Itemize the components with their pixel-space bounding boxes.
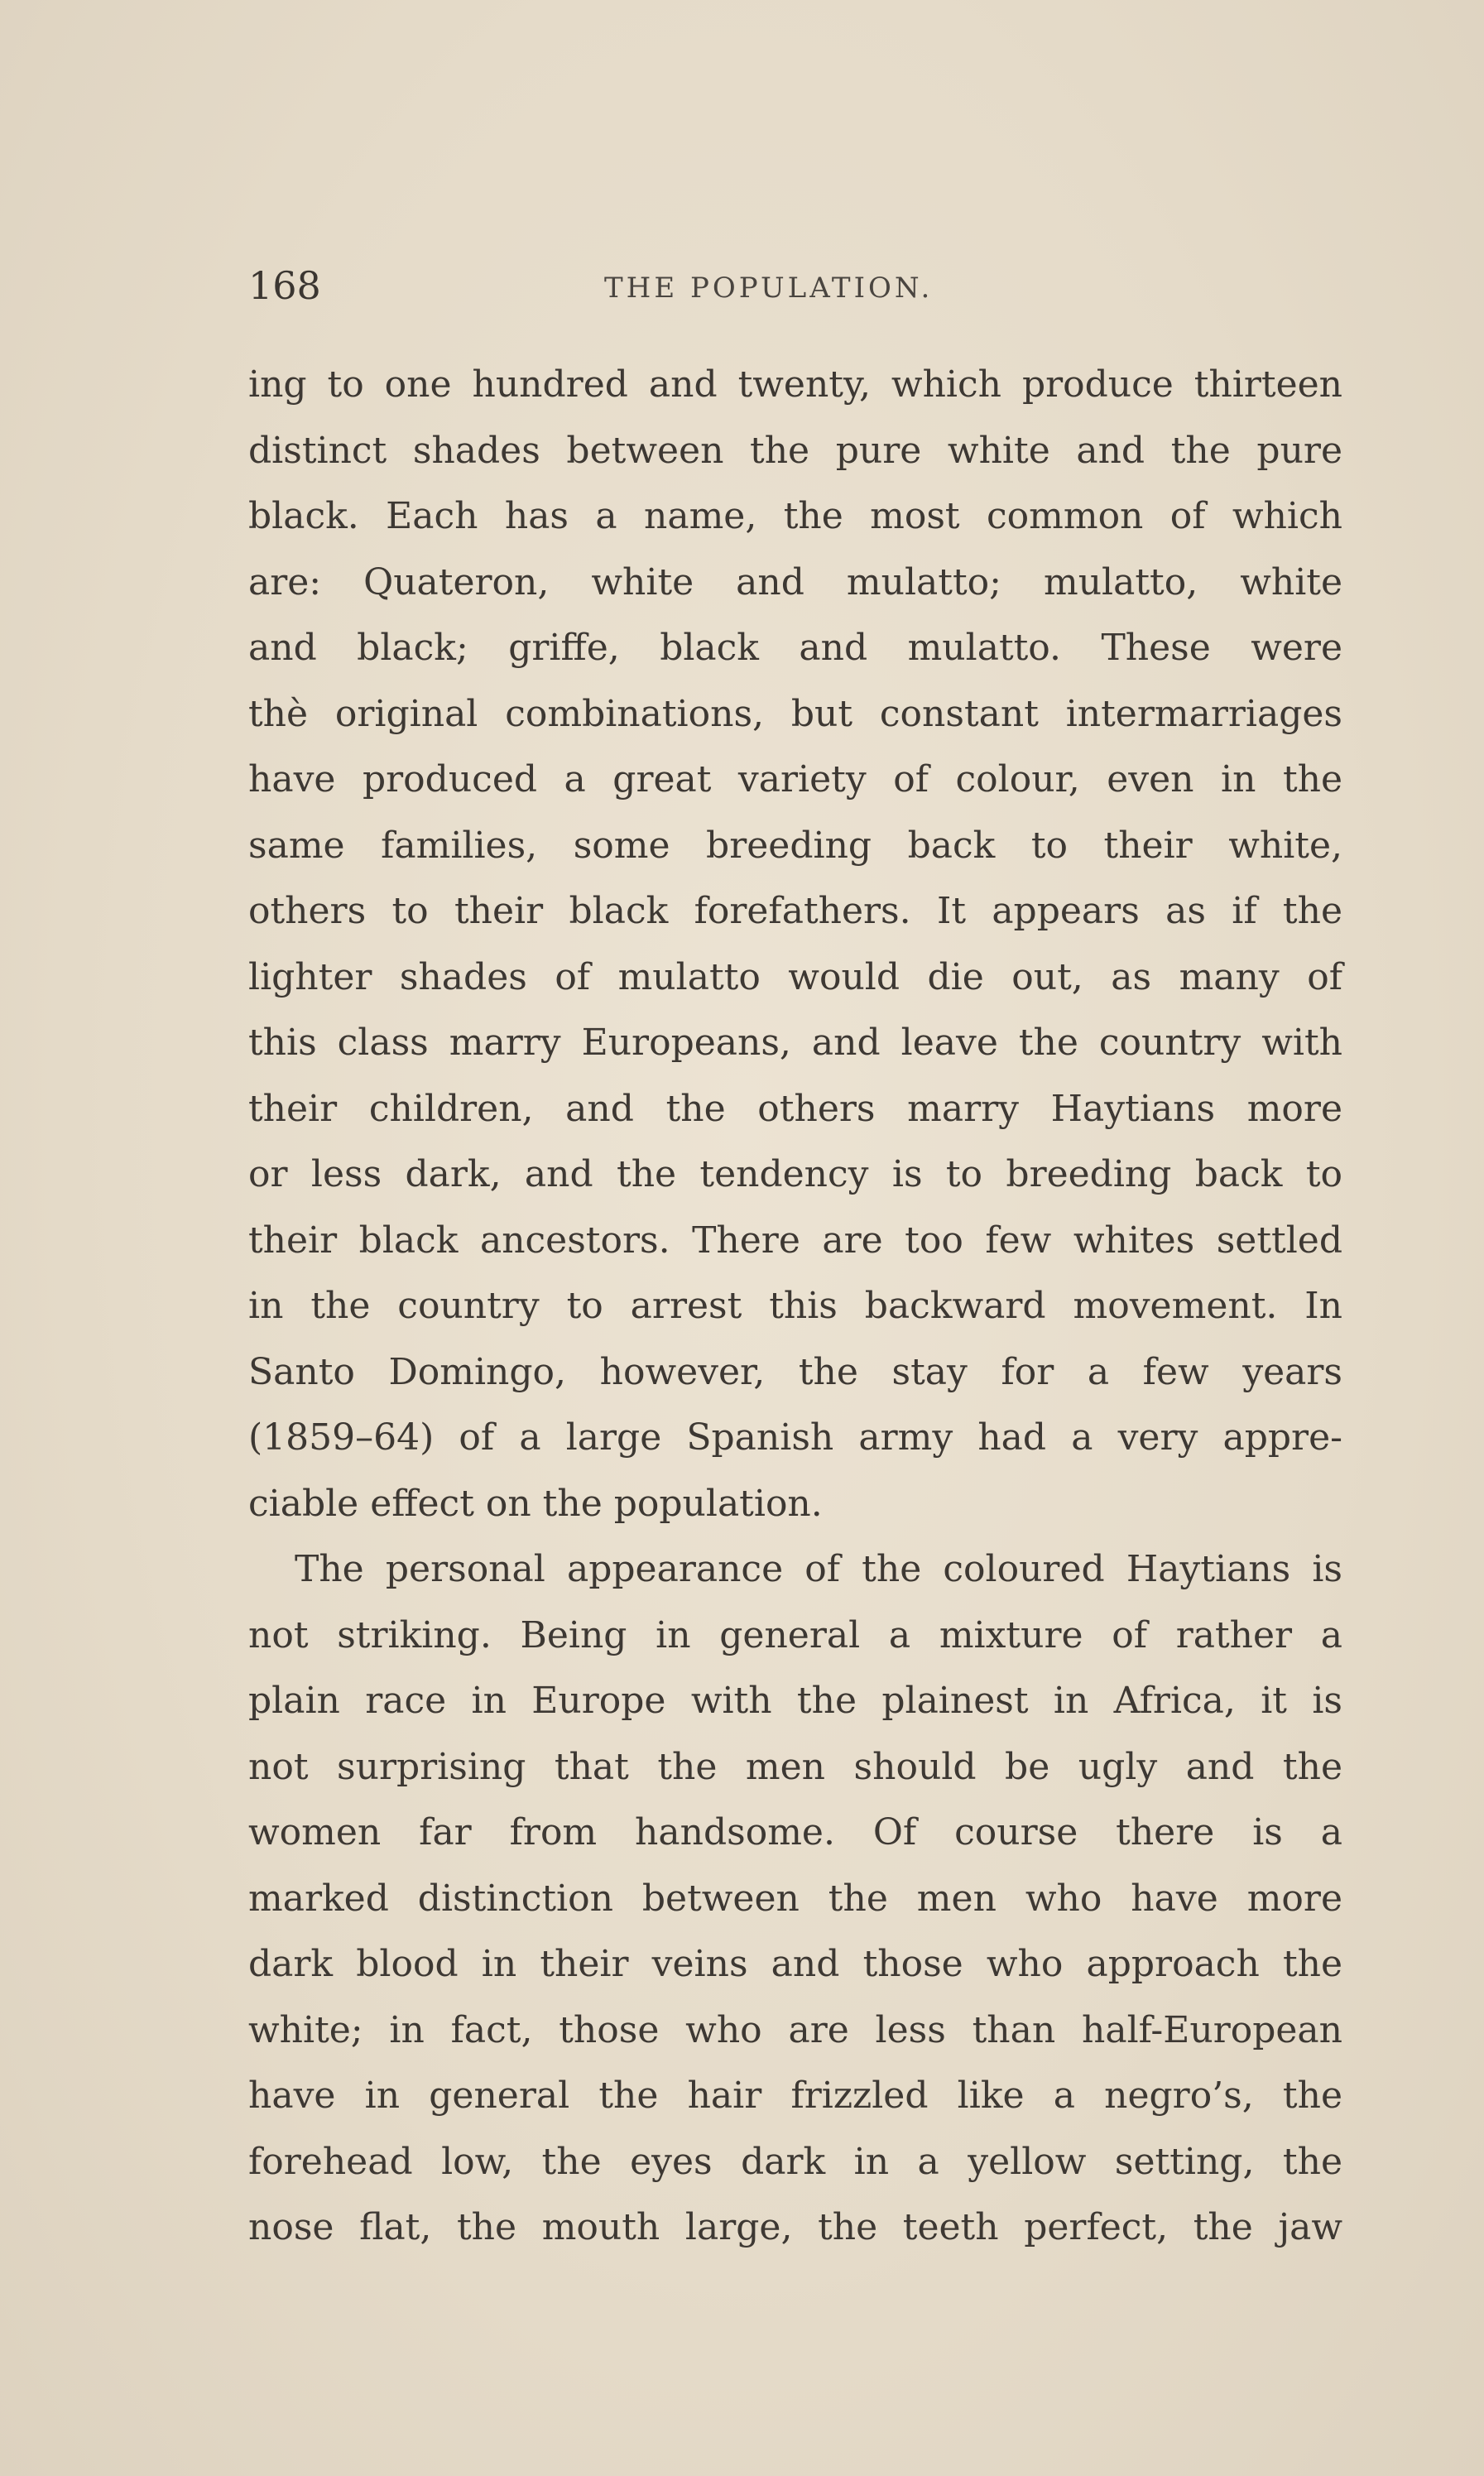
text-line: others to their black forefathers. It appears as if the [248, 890, 1342, 932]
text-line: Santo Domingo, however, the stay for a few years [248, 1350, 1342, 1393]
text-line: ing to one hundred and twenty, which produce thirteen [248, 363, 1342, 406]
text-line: marked distinction between the men who have more [248, 1877, 1342, 1920]
text-line: this class marry Europeans, and leave the country with [248, 1022, 1342, 1064]
text-line: black. Each has a name, the most common of which [248, 495, 1342, 537]
text-line: dark blood in their veins and those who approach the [248, 1943, 1342, 1985]
running-title: THE POPULATION. [604, 272, 934, 305]
running-head [248, 263, 1349, 313]
body-text [248, 352, 1342, 2261]
text-line: their black ancestors. There are too few whites settled [248, 1219, 1342, 1262]
text-line: same families, some breeding back to their white, [248, 824, 1342, 867]
text-line: ciable effect on the population. [248, 1482, 823, 1525]
text-line: and black; griffe, black and mulatto. These were [248, 627, 1342, 669]
text-line: white; in fact, those who are less than half-European [248, 2008, 1342, 2051]
paragraph-2 [248, 1536, 1342, 2261]
text-line: The personal appearance of the coloured Haytians is [295, 1548, 1342, 1590]
text-line: lighter shades of mulatto would die out, as many of [248, 955, 1342, 998]
text-line: (1859–64) of a large Spanish army had a very appre- [248, 1416, 1342, 1459]
paragraph-1 [248, 352, 1342, 1536]
text-line: distinct shades between the pure white and the pure [248, 429, 1342, 472]
text-line: forehead low, the eyes dark in a yellow setting, the [248, 2140, 1342, 2183]
text-line: have in general the hair frizzled like a negro’s, the [248, 2075, 1342, 2117]
page-number: 168 [248, 263, 321, 308]
text-line: thè original combinations, but constant intermarriages [248, 692, 1342, 735]
text-line: have produced a great variety of colour, even in the [248, 758, 1342, 800]
text-line: or less dark, and the tendency is to breeding back to [248, 1153, 1342, 1195]
text-line: plain race in Europe with the plainest in Africa, it is [248, 1680, 1342, 1722]
text-line: nose flat, the mouth large, the teeth perfect, the jaw [248, 2206, 1342, 2248]
text-line: in the country to arrest this backward movement. In [248, 1285, 1342, 1327]
text-line: are: Quateron, white and mulatto; mulatto, white [248, 560, 1342, 603]
text-line: women far from handsome. Of course there is a [248, 1811, 1342, 1853]
text-line: their children, and the others marry Haytians more [248, 1087, 1342, 1130]
text-line: not striking. Being in general a mixture of rather a [248, 1613, 1342, 1656]
text-line: not surprising that the men should be ugly and the [248, 1745, 1342, 1788]
